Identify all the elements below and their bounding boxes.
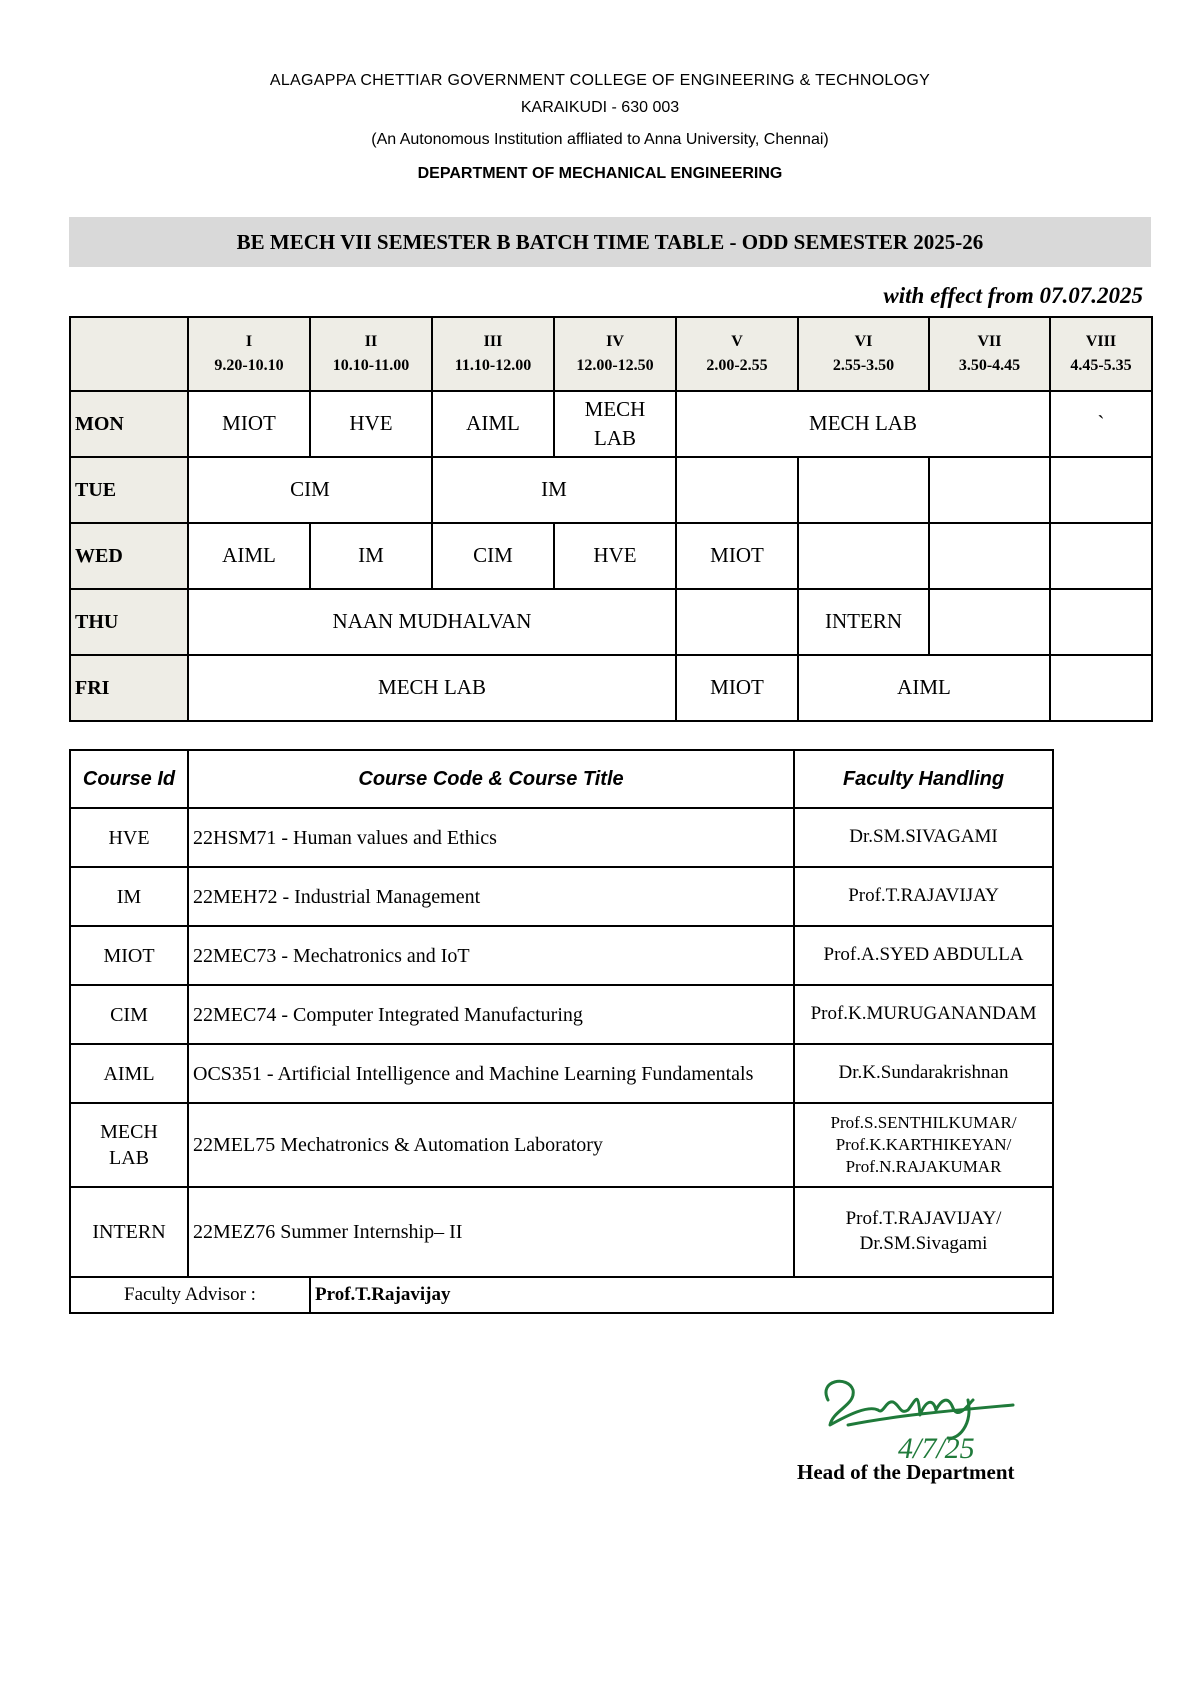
slot-cell bbox=[1050, 589, 1152, 655]
slot-cell: ` bbox=[1050, 391, 1152, 457]
hod-caption: Head of the Department bbox=[797, 1460, 1015, 1484]
period-header-row bbox=[70, 317, 1152, 391]
slot-cell: CIM bbox=[432, 523, 554, 589]
course-id: MECH LAB bbox=[70, 1103, 188, 1187]
department-name: DEPARTMENT OF MECHANICAL ENGINEERING bbox=[417, 165, 783, 182]
faculty-header: Faculty Handling bbox=[794, 750, 1053, 808]
period-header: VIII 4.45-5.35 bbox=[1050, 317, 1152, 391]
signature-stroke bbox=[826, 1381, 973, 1425]
slot-cell bbox=[676, 589, 798, 655]
advisor-row bbox=[70, 1277, 1053, 1313]
timetable-row-thu bbox=[70, 589, 1152, 655]
course-faculty: Prof.K.MURUGANANDAM bbox=[794, 985, 1053, 1044]
college-name: ALAGAPPA CHETTIAR GOVERNMENT COLLEGE OF ENGINEERING & TECHNOLOGY bbox=[269, 72, 931, 89]
period-header: VII 3.50-4.45 bbox=[929, 317, 1050, 391]
day-label: FRI bbox=[70, 655, 188, 721]
timetable bbox=[69, 316, 1153, 722]
timetable-title: BE MECH VII SEMESTER B BATCH TIME TABLE - ODD SEMESTER 2025-26 bbox=[236, 229, 984, 254]
period-header: V 2.00-2.55 bbox=[676, 317, 798, 391]
course-title-header: Course Code & Course Title bbox=[188, 750, 794, 808]
slot-cell: IM bbox=[432, 457, 676, 523]
slot-cell bbox=[929, 457, 1050, 523]
course-faculty: Prof.A.SYED ABDULLA bbox=[794, 926, 1053, 985]
period-header: IV 12.00-12.50 bbox=[554, 317, 676, 391]
slot-cell bbox=[929, 523, 1050, 589]
course-title: 22MEZ76 Summer Internship– II bbox=[188, 1187, 794, 1277]
advisor-name: Prof.T.Rajavijay bbox=[310, 1277, 1053, 1313]
course-id: INTERN bbox=[70, 1187, 188, 1277]
course-row bbox=[70, 926, 1053, 985]
slot-cell bbox=[1050, 457, 1152, 523]
course-id: HVE bbox=[70, 808, 188, 867]
course-id: CIM bbox=[70, 985, 188, 1044]
slot-cell: MECH LAB bbox=[188, 655, 676, 721]
course-row bbox=[70, 985, 1053, 1044]
course-id: MIOT bbox=[70, 926, 188, 985]
slot-cell bbox=[929, 589, 1050, 655]
period-header: VI 2.55-3.50 bbox=[798, 317, 929, 391]
slot-cell: MECH LAB bbox=[676, 391, 1050, 457]
slot-cell: CIM bbox=[188, 457, 432, 523]
slot-cell: MIOT bbox=[676, 523, 798, 589]
period-header: I 9.20-10.10 bbox=[188, 317, 310, 391]
slot-cell: IM bbox=[310, 523, 432, 589]
course-row bbox=[70, 808, 1053, 867]
course-header-row bbox=[70, 750, 1053, 808]
advisor-label: Faculty Advisor : bbox=[70, 1277, 310, 1313]
slot-cell: AIML bbox=[798, 655, 1050, 721]
timetable-row-fri bbox=[70, 655, 1152, 721]
header-corner bbox=[70, 317, 188, 391]
slot-cell: MIOT bbox=[676, 655, 798, 721]
slot-cell: NAAN MUDHALVAN bbox=[188, 589, 676, 655]
course-faculty: Prof.T.RAJAVIJAY bbox=[794, 867, 1053, 926]
course-id: IM bbox=[70, 867, 188, 926]
day-label: MON bbox=[70, 391, 188, 457]
course-title: 22HSM71 - Human values and Ethics bbox=[188, 808, 794, 867]
slot-cell bbox=[1050, 523, 1152, 589]
slot-cell bbox=[1050, 655, 1152, 721]
effective-date: with effect from 07.07.2025 bbox=[883, 283, 1143, 308]
hod-signature bbox=[808, 1370, 1028, 1470]
slot-cell: HVE bbox=[310, 391, 432, 457]
period-header: III 11.10-12.00 bbox=[432, 317, 554, 391]
affiliation-note: (An Autonomous Institution affliated to Anna University, Chennai) bbox=[371, 131, 829, 148]
day-label: THU bbox=[70, 589, 188, 655]
course-title: 22MEC73 - Mechatronics and IoT bbox=[188, 926, 794, 985]
course-title: 22MEC74 - Computer Integrated Manufacturing bbox=[188, 985, 794, 1044]
timetable-row-tue bbox=[70, 457, 1152, 523]
course-row bbox=[70, 867, 1053, 926]
slot-cell: AIML bbox=[188, 523, 310, 589]
day-label: WED bbox=[70, 523, 188, 589]
slot-cell: MECH LAB bbox=[554, 391, 676, 457]
slot-cell: AIML bbox=[432, 391, 554, 457]
course-row bbox=[70, 1187, 1053, 1277]
slot-cell bbox=[676, 457, 798, 523]
timetable-row-wed bbox=[70, 523, 1152, 589]
course-faculty: Prof.S.SENTHILKUMAR/ Prof.K.KARTHIKEYAN/ Prof.N.RAJAKUMAR bbox=[794, 1103, 1053, 1187]
timetable-row-mon bbox=[70, 391, 1152, 457]
course-faculty: Prof.T.RAJAVIJAY/ Dr.SM.Sivagami bbox=[794, 1187, 1053, 1277]
slot-cell bbox=[798, 457, 929, 523]
day-label: TUE bbox=[70, 457, 188, 523]
period-header: II 10.10-11.00 bbox=[310, 317, 432, 391]
course-id: AIML bbox=[70, 1044, 188, 1103]
signature-date: 4/7/25 bbox=[898, 1432, 975, 1465]
course-faculty: Dr.K.Sundarakrishnan bbox=[794, 1044, 1053, 1103]
college-location: KARAIKUDI - 630 003 bbox=[520, 99, 680, 116]
course-faculty: Dr.SM.SIVAGAMI bbox=[794, 808, 1053, 867]
course-title: OCS351 - Artificial Intelligence and Machine Learning Fundamentals bbox=[188, 1044, 794, 1103]
course-table bbox=[69, 749, 1054, 1314]
course-row bbox=[70, 1044, 1053, 1103]
course-title: 22MEH72 - Industrial Management bbox=[188, 867, 794, 926]
timetable-title-banner bbox=[69, 217, 1151, 267]
slot-cell: INTERN bbox=[798, 589, 929, 655]
slot-cell: HVE bbox=[554, 523, 676, 589]
course-row bbox=[70, 1103, 1053, 1187]
course-title: 22MEL75 Mechatronics & Automation Laboratory bbox=[188, 1103, 794, 1187]
slot-cell: MIOT bbox=[188, 391, 310, 457]
course-id-header: Course Id bbox=[70, 750, 188, 808]
slot-cell bbox=[798, 523, 929, 589]
